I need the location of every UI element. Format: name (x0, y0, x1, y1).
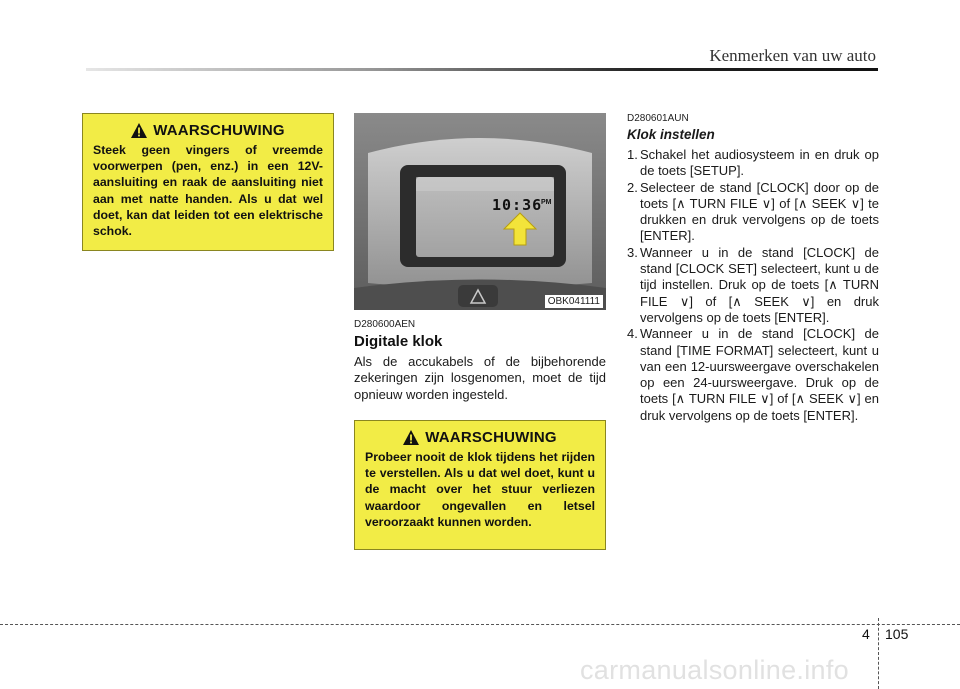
step-text: Schakel het audiosysteem in en druk op de toets [SETUP]. (640, 147, 879, 179)
list-item (627, 326, 879, 424)
warning-text: Probeer nooit de klok tijdens het rijden te verstellen. Als u dat wel doet, kunt u de macht over het stuur verliezen waardoor ongevallen en letsel veroorzaakt kunnen worden. (365, 450, 595, 529)
header-rule (86, 68, 878, 71)
section-code: D280600AEN (354, 319, 416, 330)
warning-title: WAARSCHUWING (425, 429, 557, 446)
section-code: D280601AUN (627, 113, 689, 124)
list-item (627, 180, 879, 245)
warning-box-middle (354, 420, 606, 550)
dashboard-clock-photo (354, 113, 606, 310)
footer-rule (0, 624, 960, 626)
clock-display: 10:36 (492, 196, 543, 214)
page-divider (878, 618, 880, 689)
dashboard-illustration (354, 113, 606, 310)
step-number: 1. (627, 147, 638, 162)
section-paragraph: Als de accukabels of de bijbehorende zekeringen zijn losgenomen, moet de tijd opnieuw worden ingesteld. (354, 354, 606, 402)
list-item (627, 245, 879, 326)
section-title: Digitale klok (354, 333, 443, 350)
step-text: Wanneer u in de stand [CLOCK] de stand [CLOCK SET] selecteert, kunt u de tijd instellen. Druk op de toets [∧ TURN FILE ∨] of [∧ SEEK ∨] en druk vervolgens op de toets [ENTER]. (640, 244, 879, 325)
step-text: Wanneer u in de stand [CLOCK] de stand [TIME FORMAT] selecteert, kunt u van een 12-uursweergave overschakelen op een 24-uursweergave. Druk op de toets [∧ TURN FILE ∨] of [∧ SEEK ∨] en druk vervolgens op de toets [ENTER]. (640, 326, 879, 423)
warning-triangle-icon (131, 123, 147, 138)
steps-list (627, 147, 879, 424)
section-subtitle: Klok instellen (627, 127, 715, 142)
warning-title: WAARSCHUWING (153, 122, 285, 139)
photo-code: OBK041111 (545, 295, 603, 308)
step-text: Selecteer de stand [CLOCK] door op de toets [∧ TURN FILE ∨] of [∧ SEEK ∨] te drukken en druk vervolgens op de toets [ENTER]. (640, 179, 879, 244)
list-item (627, 147, 879, 180)
page-number: 105 (885, 626, 909, 642)
warning-triangle-icon (403, 430, 419, 445)
step-number: 2. (627, 179, 638, 195)
clock-pm-indicator: PM (541, 199, 552, 206)
header-title: Kenmerken van uw auto (709, 46, 876, 65)
watermark: carmanualsonline.info (580, 655, 849, 685)
step-number: 3. (627, 244, 638, 260)
warning-box-left (82, 113, 334, 251)
step-number: 4. (627, 326, 638, 342)
warning-text: Steek geen vingers of vreemde voorwerpen (pen, enz.) in een 12V-aansluiting en raak de aansluiting niet aan met natte handen. Als u dat wel doet, kan dat leiden tot een elektrische schok. (93, 143, 323, 239)
chapter-number: 4 (862, 626, 870, 642)
